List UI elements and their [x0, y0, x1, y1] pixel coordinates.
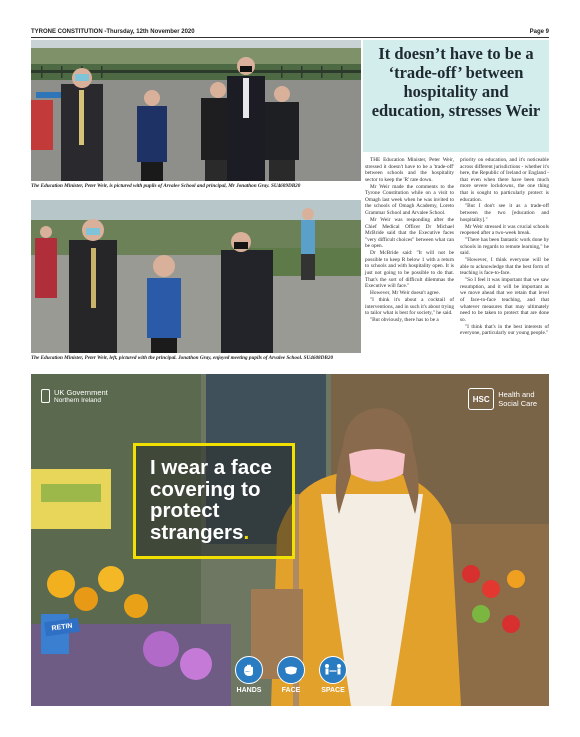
hands-label: HANDS	[236, 687, 262, 694]
photo-1-illustration	[31, 40, 361, 181]
header-divider	[31, 37, 549, 38]
hands-item	[229, 656, 269, 694]
article-headline: It doesn’t have to be a ‘trade-off’ between hospitality and education, stresses Weir	[371, 44, 541, 120]
face-covering-advert	[31, 374, 549, 706]
article-column-2	[460, 157, 549, 372]
paragraph: "But obviously, there has to be a	[370, 317, 439, 324]
hsc-logo	[468, 388, 537, 410]
face-mask-icon	[277, 656, 305, 684]
slogan-panel	[133, 443, 295, 559]
hsc-line-2: Social Care	[498, 399, 537, 408]
paragraph: THE Education Minister, Peter Weir, stressed it doesn't have to be a 'trade-off' between schools and the hospitality sector to keep the 'R' rate down.	[365, 157, 454, 183]
crest-icon	[41, 389, 50, 403]
paragraph: priority on education, and it's noticeable across different jurisdictions - whether it's here, the Republic of Ireland or England - that even when there have been much more severe lockdowns, the one thing that is sought to particularly protect is education.	[460, 157, 549, 203]
gov-line-1: UK Government	[54, 388, 108, 397]
face-item	[271, 656, 311, 694]
paragraph: However, Mr Weir doesn't agree.	[370, 290, 440, 297]
space-item	[313, 656, 353, 694]
paragraph: Mr Weir was responding after the Chief Medical Officer Dr Michael McBride said that the Executive faces "very difficult choices" between what can be open.	[365, 216, 454, 250]
slogan-text: I wear a face covering to protect strangers	[150, 456, 272, 544]
paragraph: "There has been fantastic work done by schools in regards to remote learning," he said.	[460, 237, 549, 257]
advert-slogan	[150, 457, 290, 543]
paragraph: "I think that's in the best interests of everyone, particularly our young people."	[460, 323, 549, 337]
photo-2-illustration	[31, 200, 361, 353]
photo-minister-with-principal	[31, 200, 361, 353]
hsc-abbreviation: HSC	[468, 388, 494, 410]
face-label: FACE	[281, 687, 301, 694]
paragraph: "I think it's about a cocktail of interventions, and in such it's about trying to tailor what is best for society," he said.	[365, 296, 454, 317]
paragraph: Mr Weir stressed it was crucial schools reopened after a two-week break.	[460, 223, 549, 237]
paragraph: "So I feel it was important that we saw resumption, and it will be important as we move ahead that we retain that level of face-to-face teaching, and that whatever measures that may ultimately need to be taken to protect that are done so.	[460, 277, 549, 323]
space-distance-icon	[319, 656, 347, 684]
uk-government-ni-logo	[41, 388, 108, 405]
paragraph: "But I don't see it as a trade-off between the two [education and hospitality]."	[460, 203, 549, 223]
photo-1-caption: The Education Minister, Peter Weir, is pictured with pupils of Arvalee School and principal, Mr Jonathon Gray. SU4609DB20	[31, 183, 301, 189]
stall-sign: RETIN	[44, 618, 80, 637]
hands-icon	[235, 656, 263, 684]
article-body	[365, 157, 549, 372]
paragraph: Mr Weir made the comments to the Tyrone Constitution while on a visit to Omagh last week when he was invited to the schools of Omagh Academy, Loreto Grammar School and Arvalee School.	[365, 183, 454, 217]
photo-minister-with-pupils	[31, 40, 361, 181]
paragraph: Dr McBride said: "It will not be possible to keep R below 1 with a return to schools and with hospitality open. It is just not going to be possible to do that. That's the sort of difficult dilemmas the Executive will face."	[365, 250, 454, 290]
hsc-line-1: Health and	[498, 390, 535, 399]
space-label: SPACE	[321, 687, 345, 694]
page-number: Page 9	[529, 29, 549, 35]
masthead-date: TYRONE CONSTITUTION -Thursday, 12th November 2020	[31, 29, 195, 35]
hands-face-space-icons	[229, 656, 355, 694]
paragraph: "However, I think everyone will be able to acknowledge that the best form of teaching is face-to-face.	[460, 257, 549, 277]
photo-2-caption: The Education Minister, Peter Weir, left, pictured with the principal. Jonathon Gray, enjoyed meeting pupils of Arvalee School. SU4608DB20	[31, 355, 334, 361]
gov-line-2: Northern Ireland	[54, 397, 101, 404]
slogan-full-stop: .	[243, 520, 250, 544]
article-column-1	[365, 157, 454, 372]
